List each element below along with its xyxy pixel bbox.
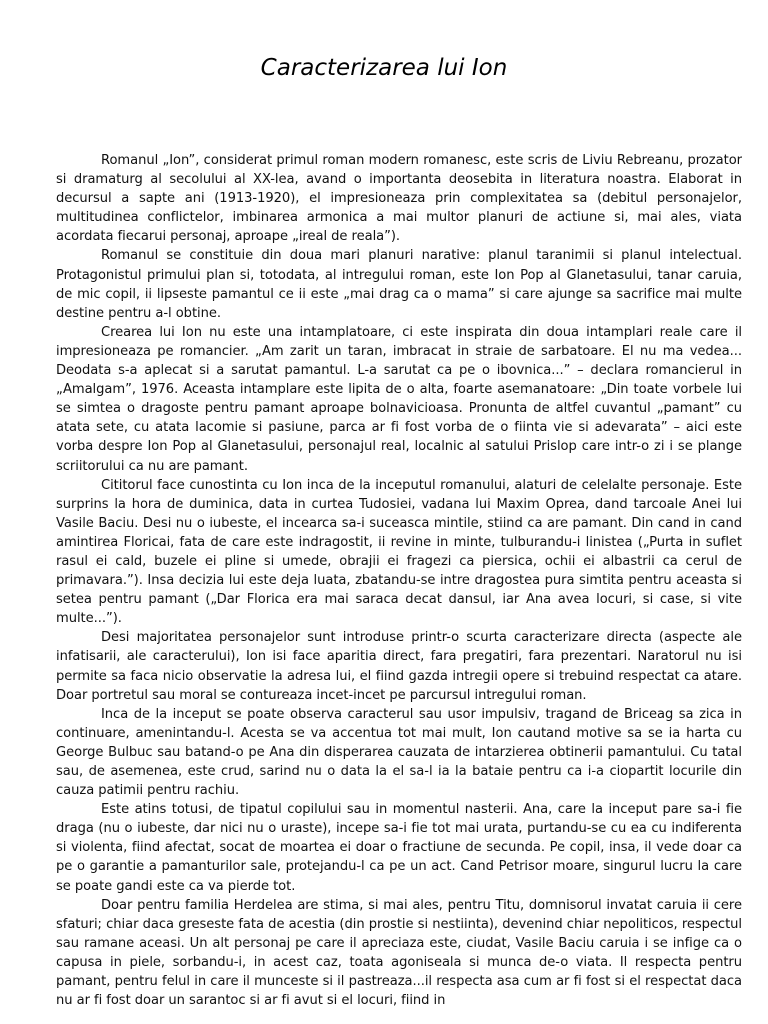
paragraph-2: Romanul se constituie din doua mari planuri narative: planul taranimii si planul intelectual. Protagonistul primului plan si, totodata, al intregului roman, este Ion Pop al Glanetasului, tanar caruia, de mic copil, ii lipseste pamantul ce ii este „mai drag ca o mama” si care ajunge sa sacrifice mai multe destine pentru a-l obtine.	[56, 248, 742, 321]
paragraph-6: Inca de la inceput se poate observa caracterul sau usor impulsiv, tragand de Briceag sa zica in continuare, amenintandu-l. Acesta se va accentua tot mai mult, Ion cautand motive sa se ia harta cu George Bulbuc sau batand-o pe Ana din disperarea cauzata de intarzierea obtinerii pamantului. Cu tatal sau, de asemenea, este crud, sarind nu o data la el sa-l ia la bataie pentru ca i-a ciopartit locurile din cauza patimii pentru rachiu.	[56, 706, 742, 799]
paragraph-7: Este atins totusi, de tipatul copilului sau in momentul nasterii. Ana, care la inceput pare sa-i fie draga (nu o iubeste, dar nici nu o uraste), incepe sa-i fie tot mai urata, purtandu-se cu ea cu indiferenta si violenta, fiind afectat, socat de moartea ei doar o fractiune de secunda. Pe copil, insa, il vede doar ca pe o garantie a pamanturilor sale, protejandu-l ca pe un act. Cand Petrisor moare, singurul lucru la care se poate gandi este ca va pierde tot.	[56, 802, 742, 894]
paragraph-4: Cititorul face cunostinta cu Ion inca de la inceputul romanului, alaturi de celelalte personaje. Este surprins la hora de duminica, data in curtea Tudosiei, vadana lui Maxim Oprea, dand tarcoale Anei lui Vasile Baciu. Desi nu o iubeste, el incearca sa-i suceasca mintile, stiind ca are pamant. Din cand in cand amintirea Floricai, fata de care este indragostit, ii revine in minte, tulburandu-i linistea („Purta in suflet rasul ei cald, buzele ei pline si umede, obrajii ei fragezi ca piersica, ochii ei albastrii ca cerul de primavara.”). Insa decizia lui este deja luata, zbatandu-se intre dragostea pura simtita pentru aceasta si setea pentru pamant („Dar Florica era mai saraca decat dansul, iar Ana avea locuri, si case, si vite multe...”).	[56, 477, 742, 627]
paragraph-5: Desi majoritatea personajelor sunt introduse printr-o scurta caracterizare directa (aspecte ale infatisarii, ale caracterului), Ion isi face aparitia direct, fara pregatiri, fara prezentari. Naratorul nu isi permite sa faca nicio observatie la adresa lui, el fiind gazda intregii opere si trebuind respectat ca atare. Doar portretul sau moral se contureaza incet-incet pe parcursul intregului roman.	[56, 630, 742, 703]
document-body	[56, 151, 742, 1010]
document-title: Caracterizarea lui Ion	[260, 55, 508, 81]
paragraph-3: Crearea lui Ion nu este una intamplatoare, ci este inspirata din doua intamplari reale care il impresioneaza pe romancier. „Am zarit un taran, imbracat in straie de sarbatoare. El nu ma vedea... Deodata s-a aplecat si a sarutat pamantul. L-a sarutat ca pe o ibovnica...” – declara romancierul in „Amalgam”, 1976. Aceasta intamplare este lipita de o alta, foarte asemanatoare: „Din toate vorbele lui se simtea o dragoste pentru pamant aproape bolnavicioasa. Pronunta de altfel cuvantul „pamant” cu atata sete, cu atata lacomie si pasiune, parca ar fi fost vorba de o fiinta vie si adevarata” – aici este vorba despre Ion Pop al Glanetasului, personajul real, localnic al satului Prislop care intr-o zi i se plange scriitorului ca nu are pamant.	[56, 324, 742, 474]
paragraph-1: Romanul „Ion”, considerat primul roman modern romanesc, este scris de Liviu Rebreanu, prozator si dramaturg al secolului al XX-lea, avand o importanta deosebita in literatura noastra. Elaborat in decursul a sapte ani (1913-1920), el impresioneaza prin complexitatea sa (debitul personajelor, multitudinea conflictelor, imbinarea armonica a mai multor planuri de actiune si, mai ales, viata acordata fiecarui personaj, aproape „ireal de reala”).	[56, 153, 742, 245]
paragraph-8: Doar pentru familia Herdelea are stima, si mai ales, pentru Titu, domnisorul invatat caruia ii cere sfaturi; chiar daca greseste fata de acestia (din prostie si nestiinta), devenind chiar nepoliticos, respectul sau ramane aceasi. Un alt personaj pe care il apreciaza este, ciudat, Vasile Baciu caruia i se infige ca o capusa in piele, sorbandu-i, in acest caz, toata agoniseala si munca de-o viata. Il respecta pentru pamant, pentru felul in care il munceste si il pastreaza...il respecta asa cum ar fi fost si el respectat daca nu ar fi fost doar un sarantoc si ar fi avut si el locuri, fiind in	[56, 897, 742, 1009]
